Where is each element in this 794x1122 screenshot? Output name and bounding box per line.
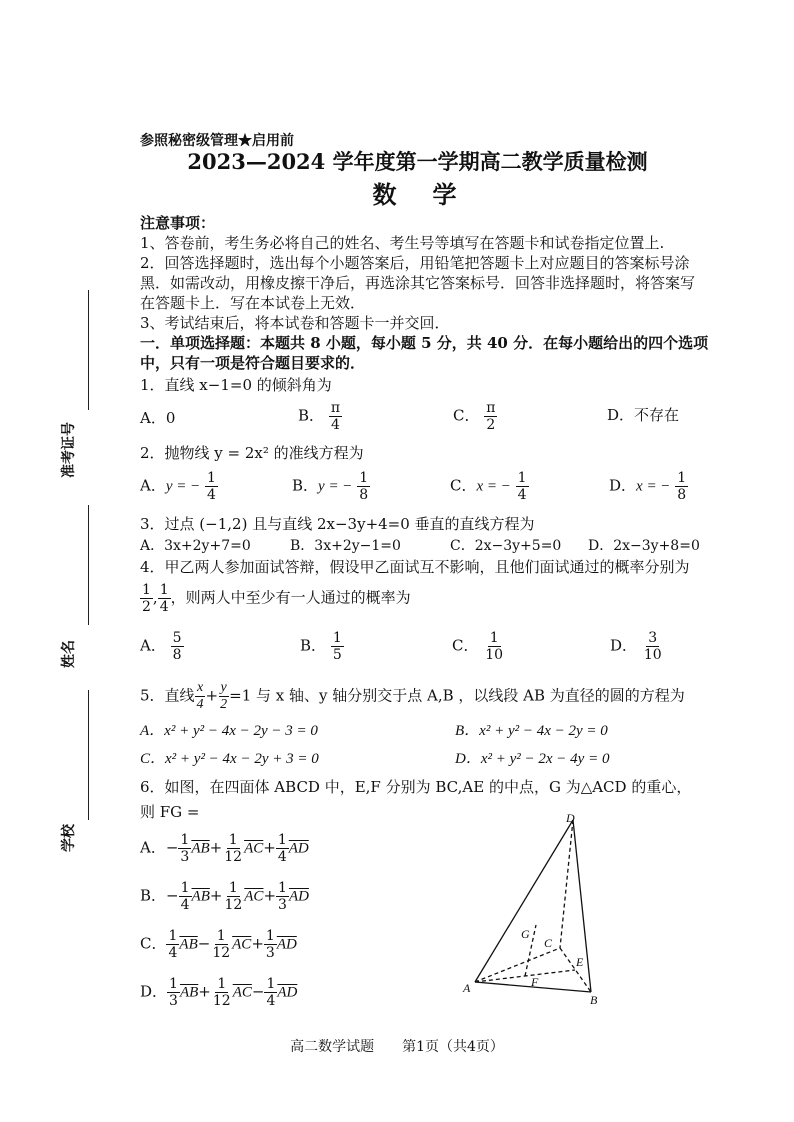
q6-c-den-3: 3 bbox=[265, 945, 275, 961]
q4-stem-line1: 4．甲乙两人参加面试答辩，假设甲乙面试互不影响，且他们面试通过的概率分别为 bbox=[140, 558, 690, 576]
q4-a-den: 8 bbox=[172, 647, 182, 663]
q2-c-den: 4 bbox=[517, 487, 527, 503]
q6-d-den-1: 3 bbox=[169, 993, 178, 1009]
q2-c-fraction bbox=[516, 470, 529, 503]
q6-b-sign-2: + bbox=[209, 886, 223, 905]
edge-AD bbox=[475, 820, 573, 982]
q6-b-num-3: 1 bbox=[278, 880, 287, 896]
label-G: G bbox=[521, 927, 530, 941]
q6-d-num-2: 1 bbox=[217, 976, 227, 992]
q6-c-vector-3: $\overline{AD}$ bbox=[276, 936, 297, 953]
q6-b-vector-3: $\overline{AD}$ bbox=[288, 888, 309, 905]
q2-a-num: 1 bbox=[207, 470, 216, 486]
label-E: E bbox=[576, 955, 584, 969]
q2-a-fraction bbox=[205, 470, 218, 503]
q2-c-pre: x = − bbox=[476, 478, 511, 495]
q5-plus: + bbox=[205, 686, 219, 705]
section1-line2: 中，只有一项是符合题目要求的． bbox=[140, 354, 366, 372]
q2-d-pre: x = − bbox=[636, 478, 671, 495]
q2-option-b bbox=[292, 470, 370, 503]
q1-c-fraction bbox=[484, 400, 497, 433]
q2-c-label: C． bbox=[450, 476, 477, 495]
q6-option-d bbox=[140, 976, 297, 1009]
page-footer: 高二数学试题 第1页（共4页） bbox=[290, 1039, 504, 1055]
exam-id-label: 准考证号 bbox=[61, 422, 77, 478]
q2-option-a bbox=[140, 470, 218, 503]
notes-heading: 注意事项： bbox=[140, 214, 216, 232]
q6-c-den-1: 4 bbox=[168, 945, 178, 961]
q4-f1-den: 2 bbox=[142, 599, 151, 615]
label-C: C bbox=[544, 936, 553, 950]
q5-stem bbox=[140, 680, 685, 713]
q6-d-fraction-3 bbox=[264, 976, 277, 1009]
q6-c-num-3: 1 bbox=[265, 928, 275, 944]
q1-option-a: A．0 bbox=[140, 409, 176, 427]
q6-c-vector-1: $\overline{AB}$ bbox=[179, 936, 198, 953]
q4-d-den: 10 bbox=[643, 647, 662, 663]
q4-b-num: 1 bbox=[332, 630, 342, 646]
q6-a-den-2: 12 bbox=[224, 849, 243, 865]
q6-b-fraction-3 bbox=[276, 880, 289, 913]
q6-d-num-1: 1 bbox=[169, 976, 178, 992]
note-2a: 2．回答选择题时，选出每个小题答案后，用铅笔把答题卡上对应题目的答案标号涂 bbox=[140, 254, 690, 272]
q4-d-fraction bbox=[642, 630, 664, 663]
q6-c-den-2: 12 bbox=[212, 945, 231, 961]
q1-c-num: π bbox=[486, 400, 496, 416]
q6-c-sign-2: − bbox=[197, 934, 211, 953]
q1-stem: 1．直线 x−1=0 的倾斜角为 bbox=[140, 376, 332, 394]
label-F: F bbox=[531, 975, 539, 989]
q4-c-label: C． bbox=[452, 636, 479, 655]
q2-b-den: 8 bbox=[359, 487, 369, 503]
q6-b-label: B． bbox=[140, 886, 167, 905]
q4-c-fraction bbox=[483, 630, 505, 663]
note-2b: 黑．如需改动，用橡皮擦干净后，再选涂其它答案标号．回答非选择题时，将答案写 bbox=[140, 274, 696, 292]
q6-a-fraction-3 bbox=[276, 832, 289, 865]
q6-a-den-1: 3 bbox=[180, 849, 190, 865]
note-1: 1、答卷前，考生务必将自己的姓名、考生号等填写在答题卡和试卷指定位置上. bbox=[140, 234, 665, 252]
q4-b-label: B． bbox=[300, 636, 327, 655]
label-A: A bbox=[463, 981, 471, 995]
q5-option-c: C．x² + y² − 4x − 2y + 3 = 0 bbox=[140, 751, 319, 767]
q6-b-vector-1: $\overline{AB}$ bbox=[191, 888, 210, 905]
q1-b-fraction bbox=[329, 400, 342, 433]
q4-option-b bbox=[300, 630, 344, 663]
q1-b-label: B． bbox=[298, 406, 325, 425]
q5-post: =1 与 x 轴、y 轴分别交于点 A,B ，以线段 AB 为直径的圆的方程为 bbox=[229, 686, 685, 705]
q5-fraction-1 bbox=[195, 680, 206, 713]
q6-stem-line1: 6．如图，在四面体 ABCD 中，E,F 分别为 BC,AE 的中点，G 为△ACD 的重心， bbox=[140, 778, 692, 796]
q6-a-sign-3: + bbox=[263, 838, 276, 857]
q6-d-num-3: 1 bbox=[266, 976, 276, 992]
q6-a-num-2: 1 bbox=[228, 832, 238, 848]
q6-a-vector-1: $\overline{AB}$ bbox=[191, 840, 210, 857]
q1-option-b bbox=[298, 400, 342, 433]
q6-b-sign-1: − bbox=[166, 886, 179, 905]
q3-option-b: B．3x+2y−1=0 bbox=[290, 538, 401, 554]
q4-f1-num: 1 bbox=[142, 582, 151, 598]
q6-c-sign-3: + bbox=[251, 934, 264, 953]
q2-a-pre: y = − bbox=[165, 478, 201, 495]
q5-f2-num: y bbox=[220, 680, 227, 695]
q1-b-num: π bbox=[330, 400, 341, 416]
q5-f1-num: x bbox=[196, 680, 204, 695]
q6-d-sign-2: + bbox=[198, 982, 211, 1001]
q5-option-a: A．x² + y² − 4x − 2y − 3 = 0 bbox=[140, 723, 318, 739]
note-2c: 在答题卡上．写在本试卷上无效． bbox=[140, 294, 366, 312]
secret-level: 参照秘密级管理★启用前 bbox=[140, 133, 294, 149]
q6-a-sign-2: + bbox=[209, 838, 223, 857]
q2-b-num: 1 bbox=[359, 470, 369, 486]
q6-c-num-1: 1 bbox=[168, 928, 178, 944]
q6-b-fraction-1 bbox=[179, 880, 192, 913]
q6-c-fraction-2 bbox=[210, 928, 232, 961]
q2-option-d bbox=[609, 470, 688, 503]
q6-c-vector-2: $\overline{AC}$ bbox=[232, 936, 252, 953]
q4-stem-line2: $\frac{1}{2}$ , $\frac{1}{4}$ ，则两人中至少有一人通过的概率为 bbox=[142, 582, 411, 615]
q4-c-den: 10 bbox=[485, 647, 504, 663]
tetrahedron-figure bbox=[455, 810, 635, 1010]
q6-b-num-2: 1 bbox=[228, 880, 238, 896]
q4-d-num: 3 bbox=[648, 630, 658, 646]
q1-c-label: C． bbox=[453, 406, 480, 425]
q6-b-den-2: 12 bbox=[224, 897, 243, 913]
q2-c-num: 1 bbox=[517, 470, 527, 486]
q5-f2-den: 2 bbox=[220, 697, 228, 712]
q6-c-label: C． bbox=[140, 934, 167, 953]
q6-b-num-1: 1 bbox=[180, 880, 190, 896]
q6-d-fraction-1 bbox=[167, 976, 180, 1009]
q4-f2-den: 4 bbox=[159, 599, 169, 615]
q4-f2-num: 1 bbox=[159, 582, 169, 598]
q6-b-den-3: 3 bbox=[278, 897, 287, 913]
q3-option-a: A．3x+2y+7=0 bbox=[140, 538, 251, 554]
q6-d-fraction-2 bbox=[211, 976, 233, 1009]
q6-b-fraction-2 bbox=[222, 880, 244, 913]
q6-a-num-3: 1 bbox=[277, 832, 287, 848]
q6-c-fraction-3 bbox=[264, 928, 277, 961]
q6-b-vector-2: $\overline{AC}$ bbox=[244, 888, 264, 905]
q6-c-num-2: 1 bbox=[216, 928, 226, 944]
q6-c-fraction-1 bbox=[166, 928, 179, 961]
q6-a-vector-2: $\overline{AC}$ bbox=[244, 840, 264, 857]
q4-b-den: 5 bbox=[332, 647, 342, 663]
q6-a-num-1: 1 bbox=[180, 832, 190, 848]
q2-d-fraction bbox=[675, 470, 688, 503]
q6-stem-line2: 则 FG = bbox=[140, 803, 200, 821]
q6-d-den-2: 12 bbox=[212, 993, 231, 1009]
q2-a-den: 4 bbox=[207, 487, 216, 503]
q5-pre: 5．直线 bbox=[140, 686, 195, 705]
q6-a-den-3: 4 bbox=[277, 849, 287, 865]
exam-id-line bbox=[88, 290, 89, 410]
q4-fraction-2 bbox=[158, 582, 171, 615]
section1-line1: 一．单项选择题：本题共 8 小题，每小题 5 分，共 40 分．在每小题给出的四个选项 bbox=[140, 334, 709, 352]
q4-option-c bbox=[452, 630, 505, 663]
q5-option-d: D．x² + y² − 2x − 4y = 0 bbox=[455, 751, 610, 767]
q1-option-d: D．不存在 bbox=[607, 406, 680, 424]
q5-f1-den: 4 bbox=[196, 697, 204, 712]
q6-a-sign-1: − bbox=[165, 838, 179, 857]
q4-a-label: A． bbox=[140, 636, 166, 655]
page-title: 2023—2024 学年度第一学期高二教学质量检测 bbox=[187, 149, 648, 174]
q2-d-num: 1 bbox=[677, 470, 687, 486]
q6-d-sign-3: − bbox=[251, 982, 265, 1001]
q4-a-num: 5 bbox=[172, 630, 182, 646]
q6-d-den-3: 4 bbox=[266, 993, 276, 1009]
q6-d-vector-3: $\overline{AD}$ bbox=[277, 984, 298, 1001]
q6-a-fraction-2 bbox=[222, 832, 244, 865]
q2-b-fraction bbox=[357, 470, 370, 503]
q3-stem: 3．过点 (−1,2) 且与直线 2x−3y+4=0 垂直的直线方程为 bbox=[140, 515, 535, 533]
q1-c-den: 2 bbox=[486, 417, 496, 433]
q4-d-label: D． bbox=[610, 636, 638, 655]
name-label: 姓名 bbox=[61, 640, 77, 668]
q2-a-label: A． bbox=[140, 476, 166, 495]
q5-fraction-2 bbox=[218, 680, 229, 713]
q6-d-label: D． bbox=[140, 982, 168, 1001]
q6-d-vector-2: $\overline{AC}$ bbox=[232, 984, 252, 1001]
q4-option-d bbox=[610, 630, 664, 663]
q6-option-b bbox=[140, 880, 309, 913]
subject-title: 数 学 bbox=[372, 180, 463, 209]
q6-option-a bbox=[140, 832, 309, 865]
q5-option-b: B．x² + y² − 4x − 2y = 0 bbox=[455, 723, 608, 739]
q2-b-pre: y = − bbox=[318, 478, 353, 495]
q3-option-d: D．2x−3y+8=0 bbox=[588, 538, 700, 554]
q4-option-a bbox=[140, 630, 184, 663]
q4-c-num: 1 bbox=[489, 630, 499, 646]
q4-fraction-1 bbox=[140, 582, 153, 615]
q6-b-sign-3: + bbox=[263, 886, 277, 905]
q4-b-fraction bbox=[331, 630, 344, 663]
school-label: 学校 bbox=[61, 824, 77, 852]
note-3: 3、考试结束后，将本试卷和答题卡一并交回． bbox=[140, 314, 450, 332]
q3-option-c: C．2x−3y+5=0 bbox=[450, 538, 562, 554]
q6-a-vector-3: $\overline{AD}$ bbox=[288, 840, 309, 857]
q6-a-label: A． bbox=[140, 838, 166, 857]
q6-a-fraction-1 bbox=[178, 832, 191, 865]
q4-stem-tail: ，则两人中至少有一人通过的概率为 bbox=[170, 588, 411, 607]
name-line bbox=[88, 505, 89, 625]
q2-option-c bbox=[450, 470, 529, 503]
q1-option-c bbox=[453, 400, 497, 433]
label-D: D bbox=[566, 811, 575, 825]
q2-d-label: D． bbox=[609, 476, 637, 495]
q2-b-label: B． bbox=[292, 476, 319, 495]
q6-d-vector-1: $\overline{AB}$ bbox=[179, 984, 199, 1001]
q2-stem: 2．抛物线 y = 2x² 的准线方程为 bbox=[140, 444, 364, 462]
q1-b-den: 4 bbox=[330, 417, 340, 433]
school-line bbox=[88, 690, 89, 820]
q6-option-c bbox=[140, 928, 297, 961]
q2-d-den: 8 bbox=[677, 487, 687, 503]
q4-a-fraction bbox=[171, 630, 184, 663]
label-B: B bbox=[590, 993, 598, 1007]
q6-b-den-1: 4 bbox=[180, 897, 190, 913]
